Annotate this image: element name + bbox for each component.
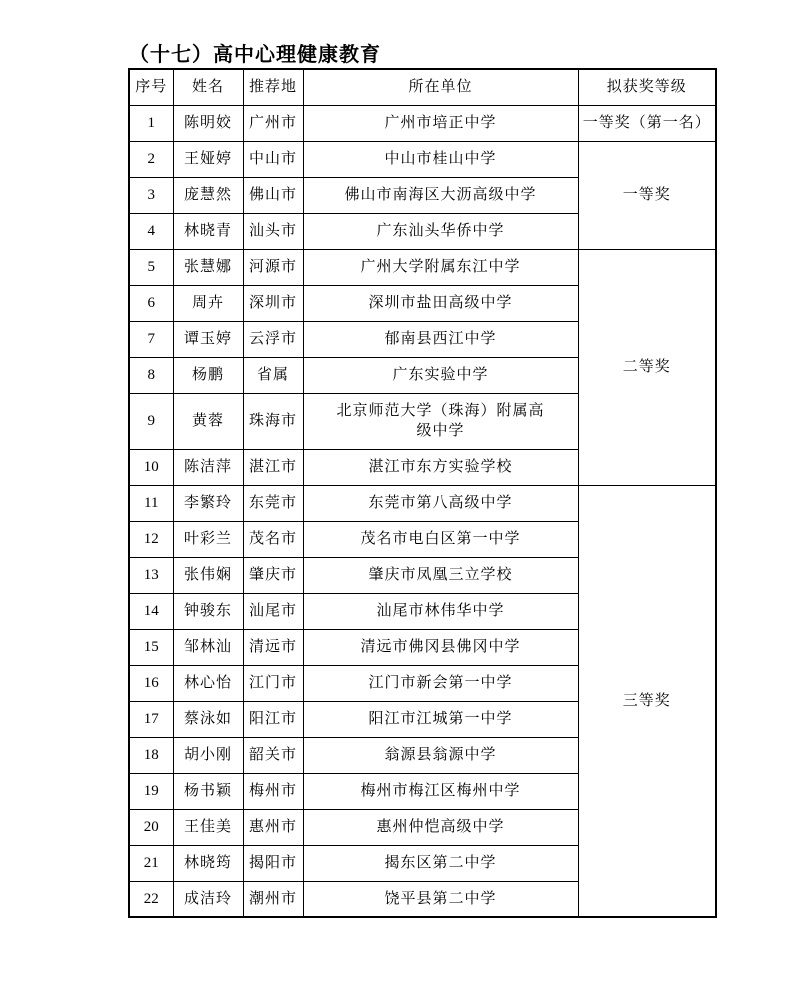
cell-name: 邹林汕 <box>173 629 243 665</box>
cell-name: 李繁玲 <box>173 485 243 521</box>
cell-place: 肇庆市 <box>243 557 303 593</box>
cell-name: 胡小刚 <box>173 737 243 773</box>
cell-index: 19 <box>129 773 173 809</box>
cell-place: 潮州市 <box>243 881 303 917</box>
award-cell-first-place: 一等奖（第一名） <box>578 105 716 141</box>
col-header-award: 拟获奖等级 <box>578 69 716 105</box>
cell-index: 22 <box>129 881 173 917</box>
cell-index: 21 <box>129 845 173 881</box>
award-cell-second-prize: 二等奖 <box>578 249 716 485</box>
cell-name: 蔡泳如 <box>173 701 243 737</box>
cell-place: 茂名市 <box>243 521 303 557</box>
award-table <box>128 68 717 918</box>
section-title: （十七）高中心理健康教育 <box>129 44 381 66</box>
cell-index: 9 <box>129 393 173 449</box>
cell-place: 韶关市 <box>243 737 303 773</box>
cell-unit: 饶平县第二中学 <box>303 881 578 917</box>
cell-name: 杨书颖 <box>173 773 243 809</box>
cell-name: 林晓青 <box>173 213 243 249</box>
cell-unit: 湛江市东方实验学校 <box>303 449 578 485</box>
cell-unit: 广州大学附属东江中学 <box>303 249 578 285</box>
cell-place: 东莞市 <box>243 485 303 521</box>
cell-name: 庞慧然 <box>173 177 243 213</box>
table-row <box>129 485 716 521</box>
cell-unit: 清远市佛冈县佛冈中学 <box>303 629 578 665</box>
cell-index: 8 <box>129 357 173 393</box>
cell-unit: 汕尾市林伟华中学 <box>303 593 578 629</box>
cell-place: 湛江市 <box>243 449 303 485</box>
cell-name: 周卉 <box>173 285 243 321</box>
cell-unit: 中山市桂山中学 <box>303 141 578 177</box>
cell-index: 11 <box>129 485 173 521</box>
cell-place: 清远市 <box>243 629 303 665</box>
cell-index: 2 <box>129 141 173 177</box>
award-cell-first-prize: 一等奖 <box>578 141 716 249</box>
cell-unit: 广东实验中学 <box>303 357 578 393</box>
cell-place: 梅州市 <box>243 773 303 809</box>
cell-place: 汕尾市 <box>243 593 303 629</box>
cell-place: 广州市 <box>243 105 303 141</box>
cell-index: 4 <box>129 213 173 249</box>
cell-unit: 梅州市梅江区梅州中学 <box>303 773 578 809</box>
cell-place: 阳江市 <box>243 701 303 737</box>
table-row <box>129 249 716 285</box>
col-header-name: 姓名 <box>173 69 243 105</box>
cell-name: 成洁玲 <box>173 881 243 917</box>
cell-unit: 广州市培正中学 <box>303 105 578 141</box>
cell-place: 中山市 <box>243 141 303 177</box>
cell-unit: 佛山市南海区大沥高级中学 <box>303 177 578 213</box>
cell-unit: 北京师范大学（珠海）附属高级中学 <box>303 393 578 449</box>
cell-index: 16 <box>129 665 173 701</box>
cell-place: 汕头市 <box>243 213 303 249</box>
cell-place: 深圳市 <box>243 285 303 321</box>
col-header-index: 序号 <box>129 69 173 105</box>
cell-unit: 郁南县西江中学 <box>303 321 578 357</box>
cell-place: 珠海市 <box>243 393 303 449</box>
cell-place: 省属 <box>243 357 303 393</box>
table-row <box>129 141 716 177</box>
cell-name: 林晓筠 <box>173 845 243 881</box>
cell-name: 王娅婷 <box>173 141 243 177</box>
cell-name: 叶彩兰 <box>173 521 243 557</box>
cell-name: 陈洁萍 <box>173 449 243 485</box>
cell-index: 15 <box>129 629 173 665</box>
cell-unit: 惠州仲恺高级中学 <box>303 809 578 845</box>
cell-unit: 阳江市江城第一中学 <box>303 701 578 737</box>
cell-name: 张慧娜 <box>173 249 243 285</box>
cell-name: 陈明姣 <box>173 105 243 141</box>
cell-index: 7 <box>129 321 173 357</box>
cell-name: 钟骏东 <box>173 593 243 629</box>
cell-place: 揭阳市 <box>243 845 303 881</box>
cell-name: 黄蓉 <box>173 393 243 449</box>
cell-unit: 东莞市第八高级中学 <box>303 485 578 521</box>
cell-name: 杨鹏 <box>173 357 243 393</box>
cell-unit: 揭东区第二中学 <box>303 845 578 881</box>
cell-index: 6 <box>129 285 173 321</box>
cell-index: 5 <box>129 249 173 285</box>
cell-place: 江门市 <box>243 665 303 701</box>
cell-index: 17 <box>129 701 173 737</box>
cell-name: 王佳美 <box>173 809 243 845</box>
cell-place: 云浮市 <box>243 321 303 357</box>
cell-unit: 茂名市电白区第一中学 <box>303 521 578 557</box>
cell-unit: 肇庆市凤凰三立学校 <box>303 557 578 593</box>
cell-unit: 深圳市盐田高级中学 <box>303 285 578 321</box>
cell-place: 佛山市 <box>243 177 303 213</box>
cell-place: 河源市 <box>243 249 303 285</box>
cell-index: 20 <box>129 809 173 845</box>
cell-index: 1 <box>129 105 173 141</box>
cell-index: 10 <box>129 449 173 485</box>
cell-index: 14 <box>129 593 173 629</box>
cell-unit: 翁源县翁源中学 <box>303 737 578 773</box>
cell-unit: 江门市新会第一中学 <box>303 665 578 701</box>
cell-index: 18 <box>129 737 173 773</box>
header-row <box>129 69 716 105</box>
cell-name: 张伟娴 <box>173 557 243 593</box>
col-header-unit: 所在单位 <box>303 69 578 105</box>
table-row <box>129 105 716 141</box>
col-header-place: 推荐地 <box>243 69 303 105</box>
award-cell-third-prize: 三等奖 <box>578 485 716 917</box>
cell-index: 3 <box>129 177 173 213</box>
cell-name: 谭玉婷 <box>173 321 243 357</box>
cell-place: 惠州市 <box>243 809 303 845</box>
cell-index: 12 <box>129 521 173 557</box>
cell-name: 林心怡 <box>173 665 243 701</box>
cell-index: 13 <box>129 557 173 593</box>
cell-unit: 广东汕头华侨中学 <box>303 213 578 249</box>
